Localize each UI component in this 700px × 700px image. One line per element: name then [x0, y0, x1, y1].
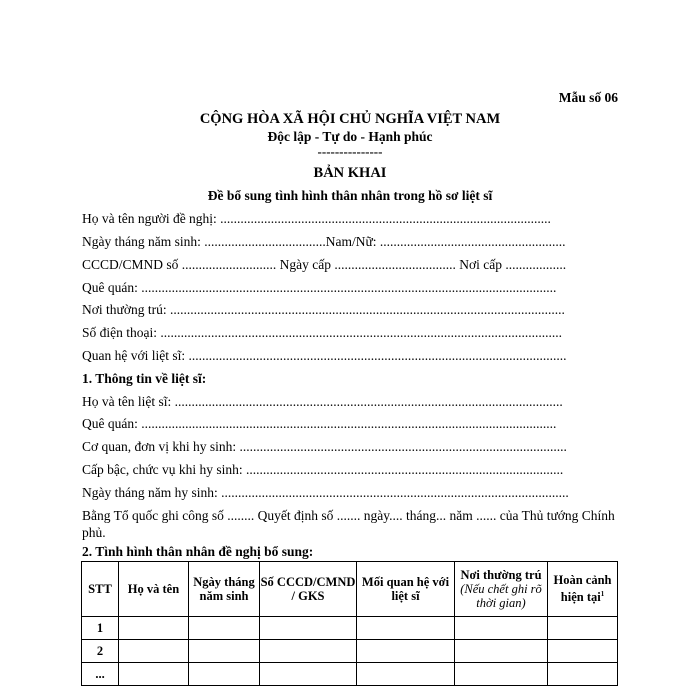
divider: --------------- [317, 144, 383, 159]
footnote-ref: 1 [600, 590, 605, 599]
martyr-unit-field[interactable]: Cơ quan, đơn vị khi hy sinh: ................................................................................................. [82, 439, 567, 454]
table-cell[interactable] [455, 663, 548, 686]
table-cell[interactable] [357, 617, 455, 640]
col-stt: STT [82, 562, 119, 617]
applicant-id-field[interactable]: CCCD/CMND số ............................ Ngày cấp .................................... Nơi cấp .................. [82, 257, 567, 272]
table-cell[interactable] [119, 640, 189, 663]
table-cell[interactable] [357, 640, 455, 663]
table-cell[interactable] [189, 663, 260, 686]
col-residence-note: (Nếu chết ghi rõ thời gian) [460, 582, 542, 610]
col-situation-label: Hoàn cảnh hiện tại [553, 573, 612, 605]
table-cell[interactable] [189, 617, 260, 640]
table-cell[interactable] [189, 640, 260, 663]
nation-title: CỘNG HÒA XÃ HỘI CHỦ NGHĨA VIỆT NAM [199, 111, 501, 127]
applicant-phone-field[interactable]: Số điện thoại: ....................................................................................................................... [82, 325, 562, 340]
motto: Độc lập - Tự do - Hạnh phúc [267, 129, 433, 144]
col-dob: Ngày tháng năm sinh [189, 562, 260, 617]
table-row [82, 663, 618, 686]
table-cell[interactable] [357, 663, 455, 686]
table-row [82, 617, 618, 640]
table-cell[interactable] [455, 617, 548, 640]
table-cell[interactable] [260, 640, 357, 663]
martyr-name-field[interactable]: Họ và tên liệt sĩ: ................................................................................................................... [82, 394, 563, 409]
col-name: Họ và tên [119, 562, 189, 617]
table-cell[interactable] [119, 663, 189, 686]
martyr-rank-field[interactable]: Cấp bậc, chức vụ khi hy sinh: .............................................................................................. [82, 462, 564, 477]
table-row [82, 640, 618, 663]
table-cell[interactable] [260, 617, 357, 640]
section1-heading: 1. Thông tin về liệt sĩ: [82, 371, 207, 386]
applicant-name-field[interactable]: Họ và tên người đề nghị: .................................................................................................. [82, 211, 551, 226]
applicant-residence-field[interactable]: Nơi thường trú: ..................................................................................................................... [82, 302, 565, 317]
applicant-relation-field[interactable]: Quan hệ với liệt sĩ: ................................................................................................................ [82, 348, 567, 363]
col-situation [548, 562, 618, 617]
row-stt: 1 [82, 617, 119, 640]
form-subtitle: Đề bổ sung tình hình thân nhân trong hồ sơ liệt sĩ [207, 188, 493, 203]
applicant-hometown-field[interactable]: Quê quán: ........................................................................................................................... [82, 280, 557, 295]
martyr-hometown-field[interactable]: Quê quán: ........................................................................................................................... [82, 416, 557, 431]
section2-heading: 2. Tình hình thân nhân đề nghị bổ sung: [82, 544, 314, 559]
form-code: Mẫu số 06 [558, 90, 618, 105]
kin-table [81, 561, 618, 686]
form-title: BẢN KHAI [313, 165, 387, 181]
col-id: Số CCCD/CMND / GKS [260, 562, 357, 617]
col-residence-label: Nơi thường trú [460, 568, 542, 582]
col-residence [455, 562, 548, 617]
table-cell[interactable] [119, 617, 189, 640]
table-cell[interactable] [455, 640, 548, 663]
certificate-field[interactable]: Bằng Tổ quốc ghi công số ........ Quyết định số ....... ngày.... tháng... năm ...... của Thủ tướng Chính phủ. [82, 508, 615, 540]
table-cell[interactable] [260, 663, 357, 686]
col-relation: Mối quan hệ với liệt sĩ [357, 562, 455, 617]
martyr-date-field[interactable]: Ngày tháng năm hy sinh: ....................................................................................................... [82, 485, 569, 500]
table-cell[interactable] [548, 640, 618, 663]
table-cell[interactable] [548, 617, 618, 640]
row-stt: ... [82, 663, 119, 686]
table-header-row [82, 562, 618, 617]
table-cell[interactable] [548, 663, 618, 686]
applicant-dob-field[interactable]: Ngày tháng năm sinh: ....................................Nam/Nữ: ....................................................... [82, 234, 566, 249]
row-stt: 2 [82, 640, 119, 663]
